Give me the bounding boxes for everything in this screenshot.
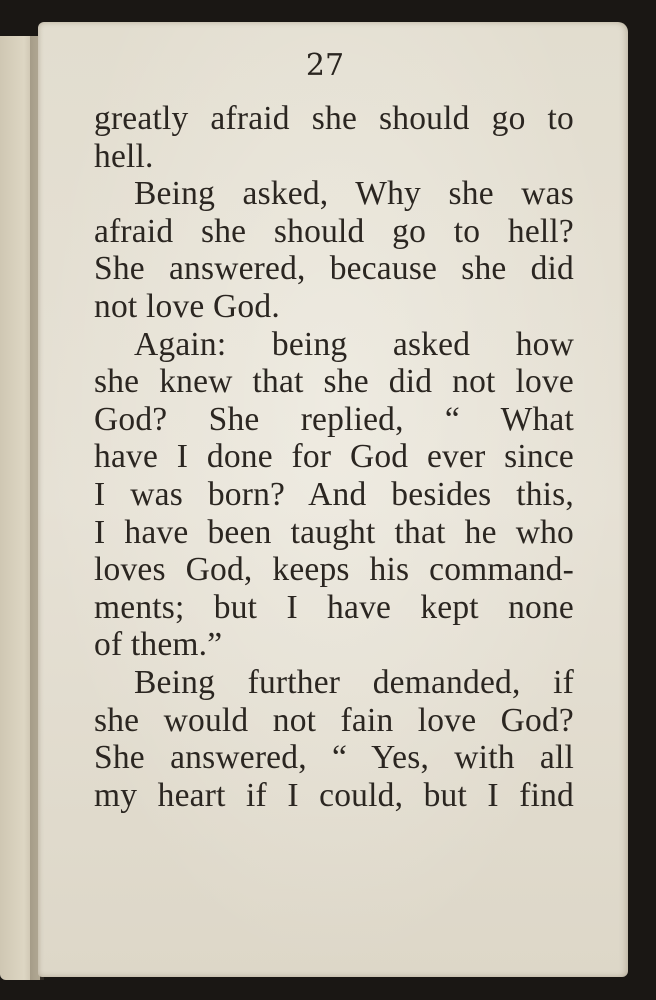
book-page (38, 22, 628, 977)
text-line: She answered, “ Yes, with all (94, 739, 574, 777)
text-line: Again: being asked how (134, 325, 574, 363)
text-line: afraid she should go to hell? (94, 212, 574, 250)
text-line: I was born? And besides this, (94, 475, 574, 513)
text-line: Being further demanded, if (134, 663, 574, 701)
text-line: ments; but I have kept none (94, 588, 574, 626)
text-line: of them.” (94, 626, 223, 664)
text-line: God? She replied, “ What (94, 400, 574, 438)
page-text (94, 100, 574, 814)
text-line: Being asked, Why she was (134, 175, 574, 213)
text-line: She answered, because she did (94, 250, 574, 288)
text-line: not love God. (94, 287, 280, 325)
text-line: hell. (94, 137, 154, 175)
text-line: greatly afraid she should go to (94, 100, 574, 137)
text-line: my heart if I could, but I find (94, 776, 574, 814)
text-line: she would not fain love God? (94, 701, 574, 739)
page-number: 27 (305, 48, 345, 83)
text-line: she knew that she did not love (94, 363, 574, 401)
text-line: I have been taught that he who (94, 513, 574, 551)
text-line: loves God, keeps his command- (94, 551, 574, 589)
text-line: have I done for God ever since (94, 438, 574, 476)
